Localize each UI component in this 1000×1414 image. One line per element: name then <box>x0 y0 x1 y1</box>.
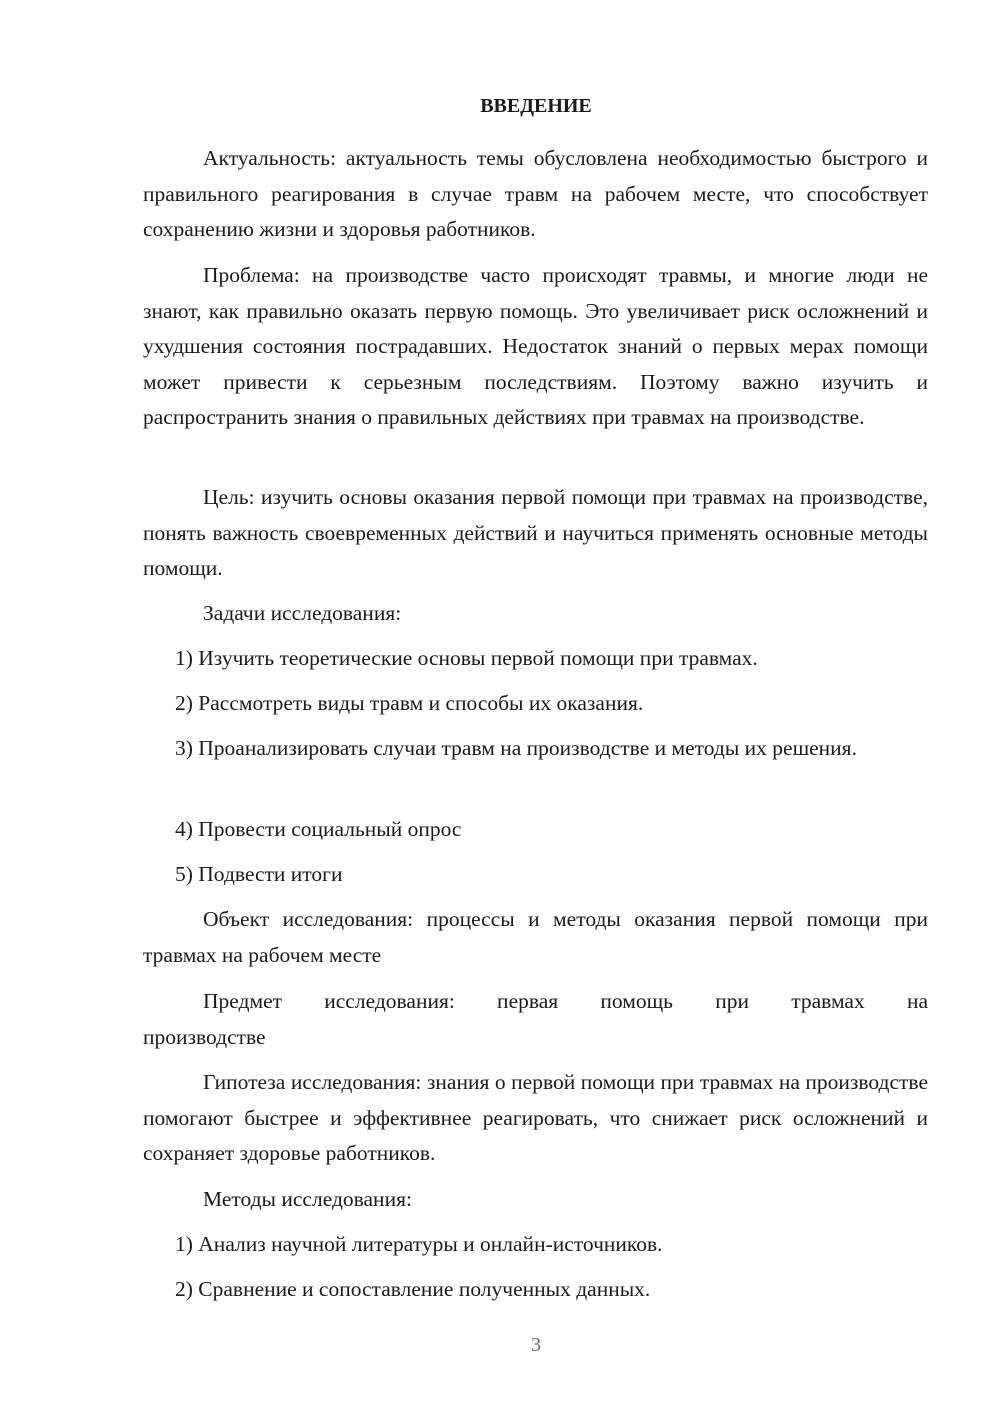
list-item: 5) Подвести итоги <box>175 862 343 886</box>
list-item: 3) Проанализировать случаи травм на производстве и методы их решения. <box>175 736 857 760</box>
object-paragraph: Объект исследования: процессы и методы оказания первой помощи при травмах на рабочем месте <box>143 907 928 967</box>
list-item: 1) Изучить теоретические основы первой помощи при травмах. <box>175 646 758 670</box>
list-item: 2) Рассмотреть виды травм и способы их оказания. <box>175 691 644 715</box>
hypothesis-paragraph: Гипотеза исследования: знания о первой помощи при травмах на производстве помогают быстрее и эффективнее реагировать, что снижает риск осложнений и сохраняет здоровье работников. <box>143 1070 928 1165</box>
methods-heading: Методы исследования: <box>203 1187 412 1211</box>
tasks-heading: Задачи исследования: <box>203 601 402 625</box>
list-item: 4) Провести социальный опрос <box>175 817 462 841</box>
goal-paragraph: Цель: изучить основы оказания первой помощи при травмах на производстве, понять важность своевременных действий и научиться применять основные методы помощи. <box>143 485 928 580</box>
problem-paragraph: Проблема: на производстве часто происходят травмы, и многие люди не знают, как правильно оказать первую помощь. Это увеличивает риск осложнений и ухудшения состояния пострадавших. Недостаток знаний о первых мерах помощи может привести к серьезным последствиям. Поэтому важно изучить и распространить знания о правильных действиях при травмах на производстве. <box>143 263 928 429</box>
relevance-paragraph: Актуальность: актуальность темы обусловлена необходимостью быстрого и правильного реагирования в случае травм на рабочем месте, что способствует сохранению жизни и здоровья работников. <box>143 146 928 241</box>
page-title: ВВЕДЕНИЕ <box>480 95 592 117</box>
list-item: 2) Сравнение и сопоставление полученных данных. <box>175 1277 651 1301</box>
subject-paragraph: Предмет исследования: первая помощь при травмах на производстве <box>143 989 928 1049</box>
page-number: 3 <box>531 1334 541 1356</box>
list-item: 1) Анализ научной литературы и онлайн-источников. <box>175 1232 663 1256</box>
